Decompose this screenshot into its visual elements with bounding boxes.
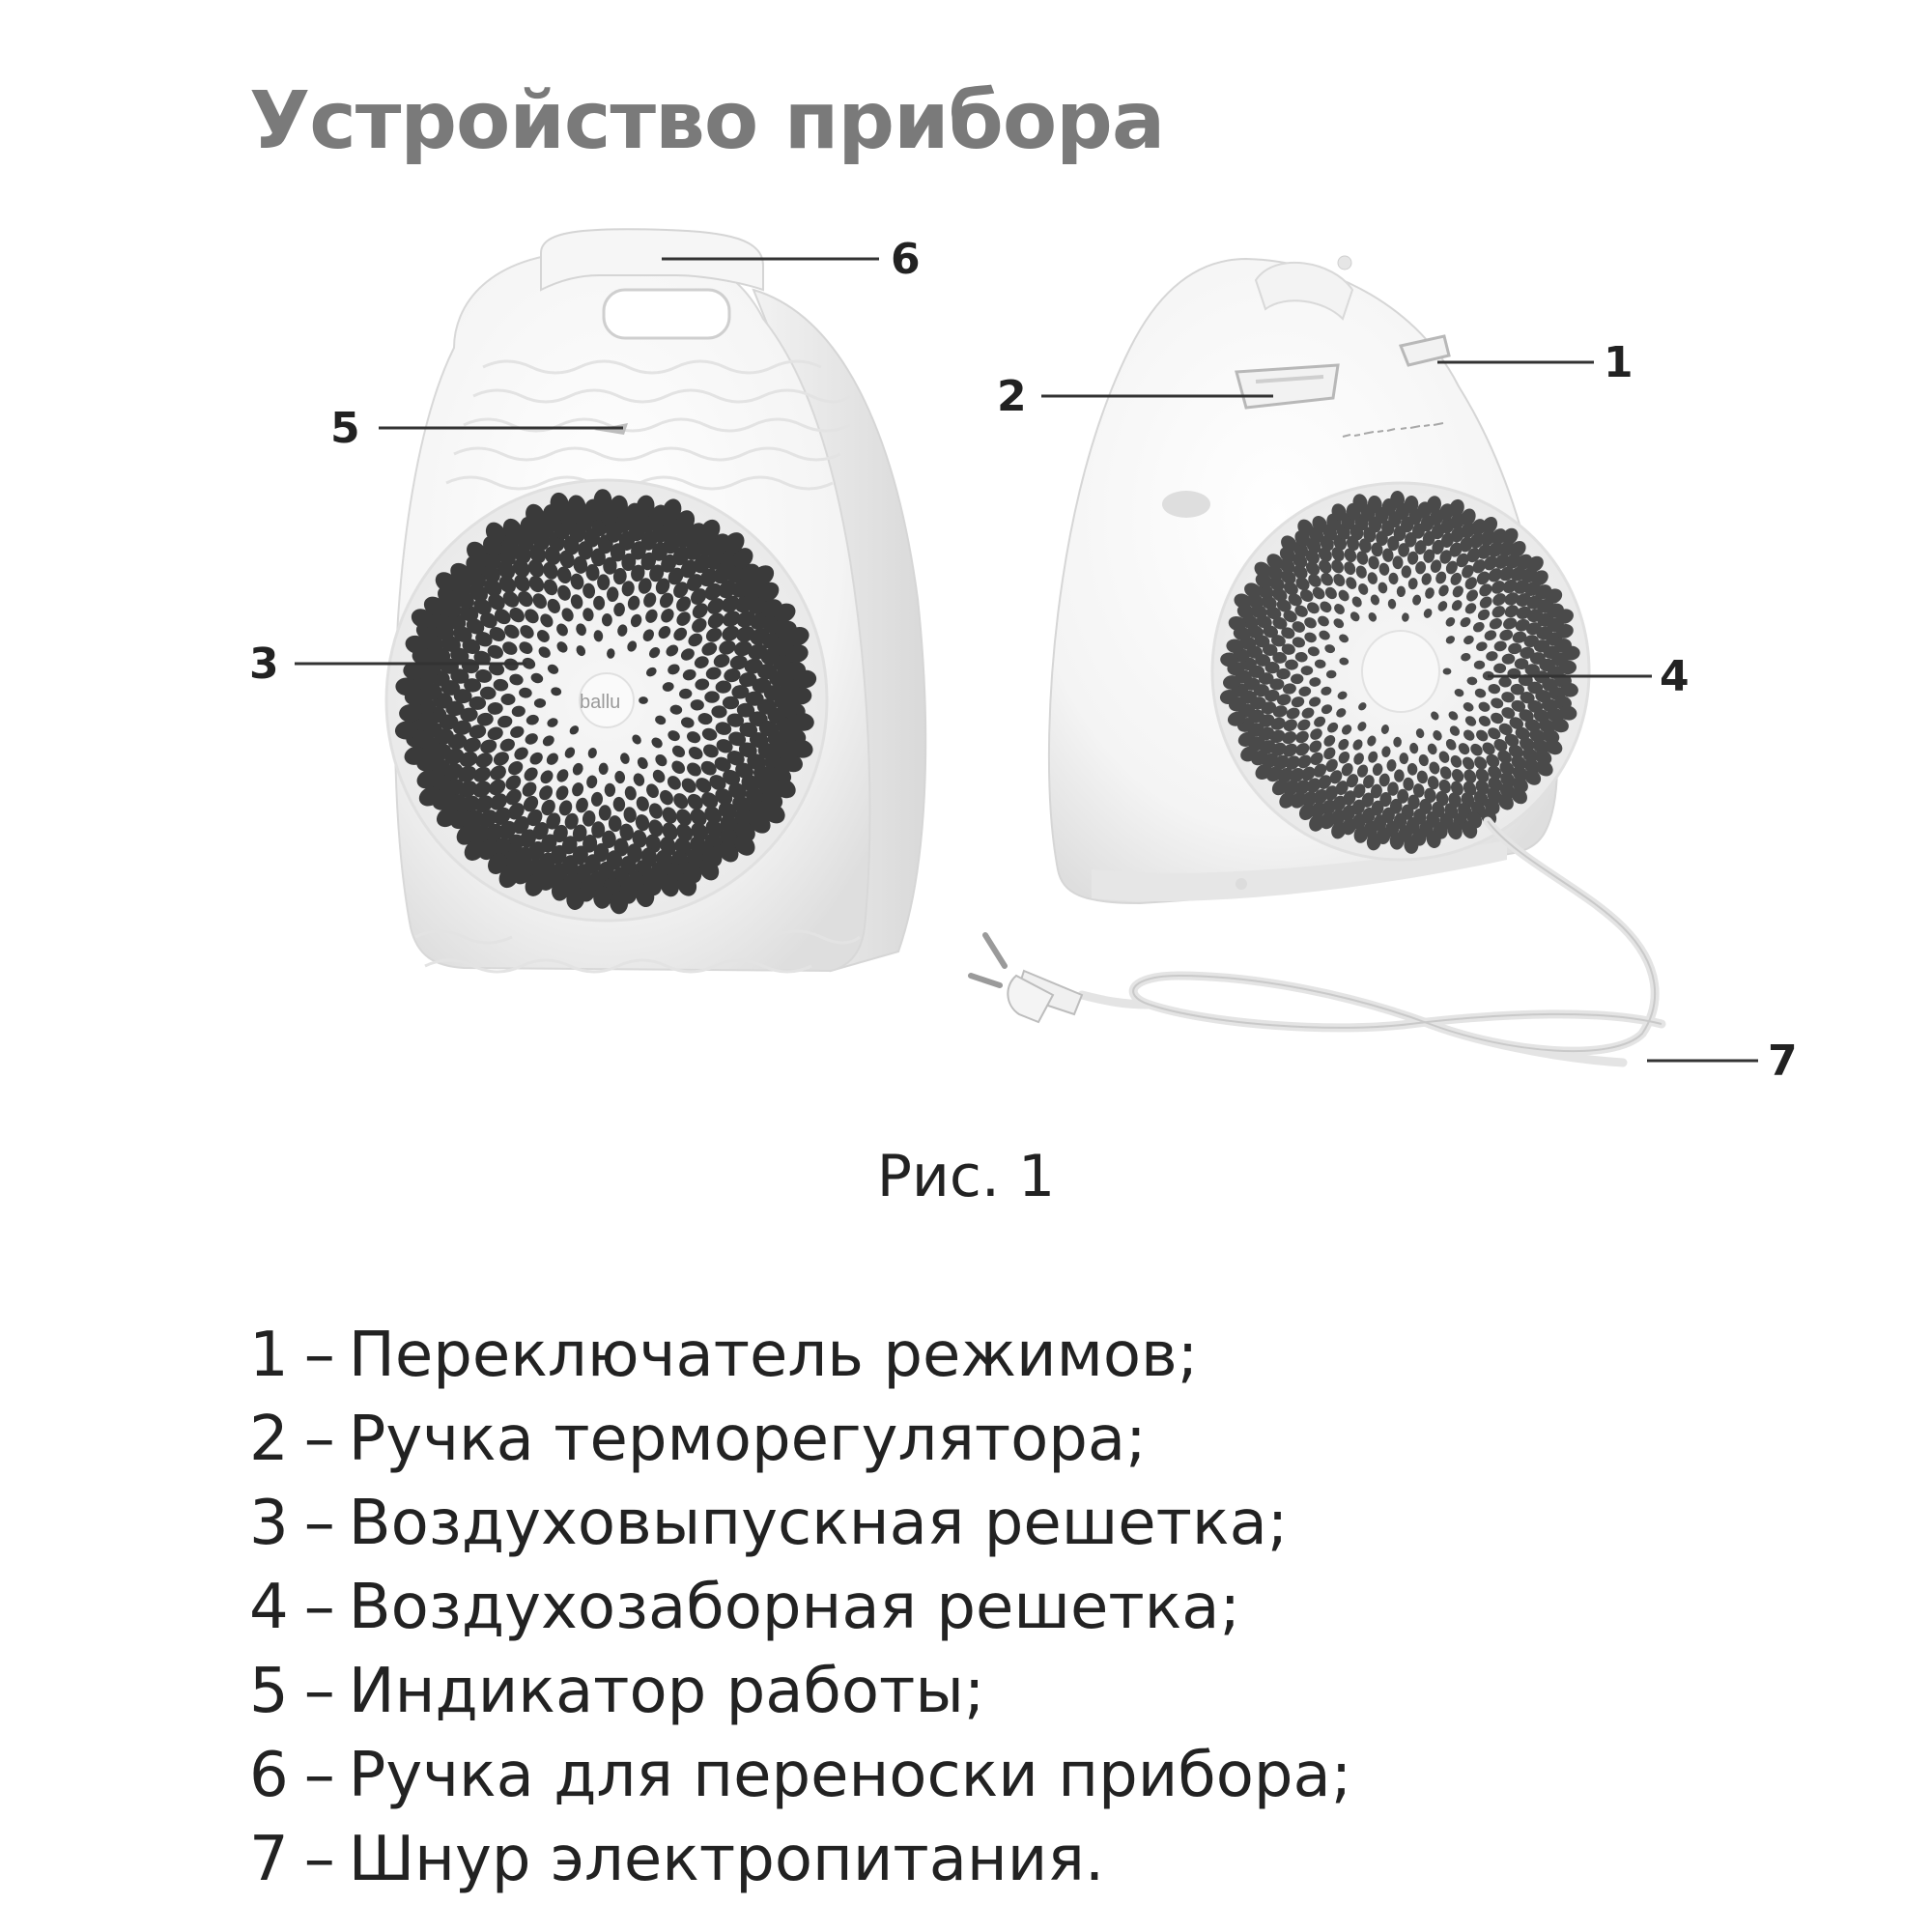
legend-item bbox=[249, 1314, 1351, 1398]
callout-number-4: 4 bbox=[1660, 652, 1690, 701]
legend-text: Ручка терморегулятора; bbox=[348, 1404, 1147, 1475]
side-vent-slot bbox=[1162, 491, 1210, 518]
legend-number: 2 bbox=[249, 1404, 289, 1475]
legend-number: 6 bbox=[249, 1740, 289, 1811]
legend-number: 7 bbox=[249, 1824, 289, 1895]
power-plug bbox=[971, 935, 1082, 1022]
legend-text: Ручка для переноски прибора; bbox=[348, 1740, 1352, 1811]
legend-number: 1 bbox=[249, 1320, 289, 1391]
callout-number-6: 6 bbox=[891, 235, 921, 284]
callout-number-1: 1 bbox=[1604, 338, 1634, 387]
legend-dash: – bbox=[303, 1404, 335, 1475]
base-screw bbox=[1236, 878, 1247, 890]
callout-number-5: 5 bbox=[330, 404, 360, 453]
grille-hole bbox=[1397, 586, 1406, 597]
legend-text: Воздуховыпускная решетка; bbox=[348, 1488, 1289, 1559]
legend-number: 4 bbox=[249, 1572, 289, 1643]
legend-text: Переключатель режимов; bbox=[348, 1320, 1199, 1391]
legend-text: Шнур электропитания. bbox=[348, 1824, 1105, 1895]
legend-item bbox=[249, 1734, 1351, 1818]
legend-item bbox=[249, 1398, 1351, 1482]
figure-caption: Рис. 1 bbox=[876, 1143, 1056, 1210]
callout-number-3: 3 bbox=[249, 639, 279, 689]
parts-legend bbox=[249, 1314, 1351, 1902]
grille-hole bbox=[1443, 668, 1452, 675]
legend-dash: – bbox=[303, 1656, 335, 1727]
rear-handle-screw bbox=[1338, 256, 1351, 270]
legend-item bbox=[249, 1818, 1351, 1902]
intake-grille-center bbox=[1362, 631, 1439, 712]
callout-number-2: 2 bbox=[997, 372, 1027, 421]
legend-dash: – bbox=[303, 1320, 335, 1391]
callout-number-7: 7 bbox=[1768, 1037, 1798, 1086]
heater-front-view bbox=[386, 229, 925, 972]
legend-item bbox=[249, 1482, 1351, 1566]
legend-number: 5 bbox=[249, 1656, 289, 1727]
legend-text: Индикатор работы; bbox=[348, 1656, 985, 1727]
legend-text: Воздухозаборная решетка; bbox=[348, 1572, 1241, 1643]
legend-dash: – bbox=[303, 1572, 335, 1643]
grille-hole bbox=[639, 696, 648, 704]
legend-item bbox=[249, 1566, 1351, 1650]
heater-rear-view bbox=[971, 256, 1662, 1063]
legend-dash: – bbox=[303, 1488, 335, 1559]
page-title: Устройство прибора bbox=[249, 75, 1165, 167]
legend-dash: – bbox=[303, 1740, 335, 1811]
legend-item bbox=[249, 1650, 1351, 1734]
legend-number: 3 bbox=[249, 1488, 289, 1559]
legend-dash: – bbox=[303, 1824, 335, 1895]
carry-handle-opening bbox=[604, 290, 729, 338]
brand-logo: ballu bbox=[580, 692, 621, 713]
grille-hole bbox=[602, 613, 612, 626]
